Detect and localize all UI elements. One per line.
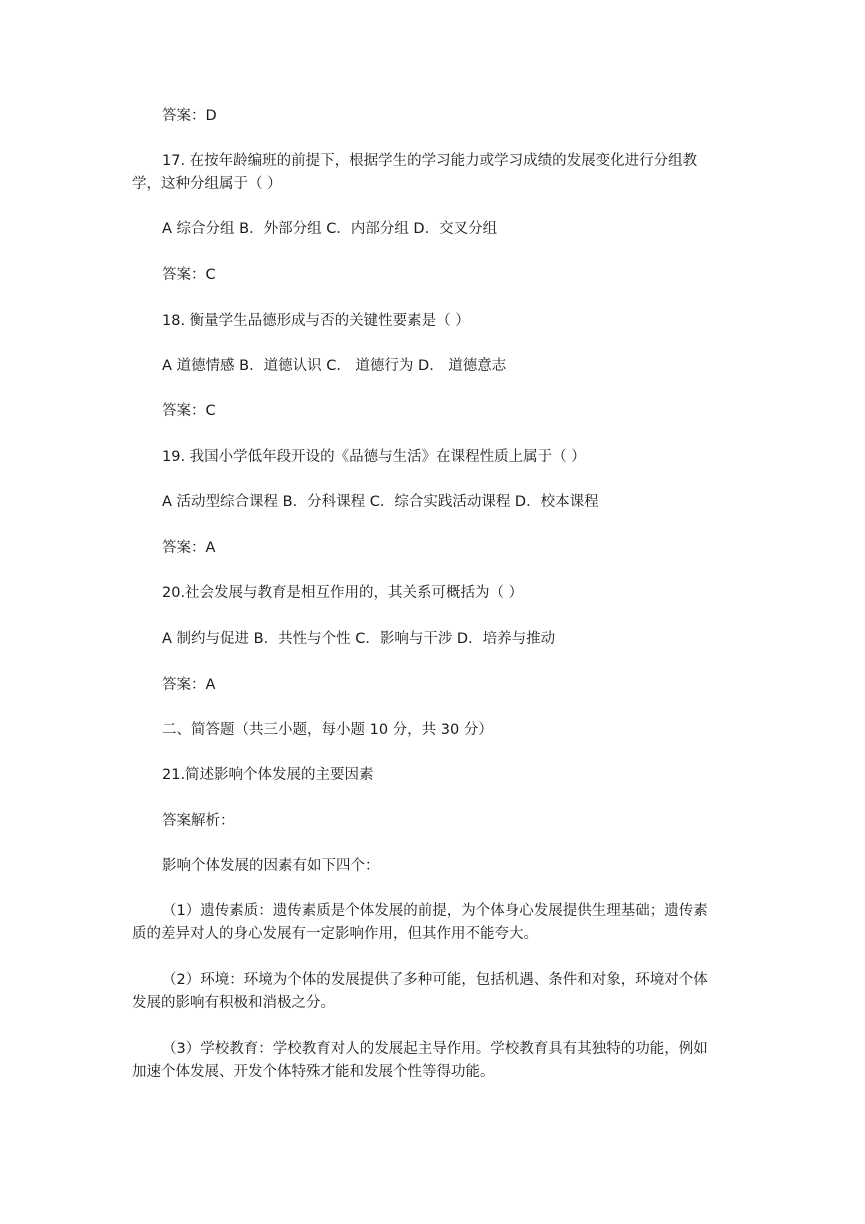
question-21: 21.简述影响个体发展的主要因素 <box>162 767 374 783</box>
answer-19: 答案：A <box>162 540 216 556</box>
question-20-options: A 制约与促进 B．共性与个性 C．影响与干涉 D．培养与推动 <box>162 631 556 647</box>
question-17-options: A 综合分组 B．外部分组 C．内部分组 D．交叉分组 <box>162 221 498 237</box>
question-18-options: A 道德情感 B．道德认识 C． 道德行为 D． 道德意志 <box>162 358 507 374</box>
question-17-line-1: 17. 在按年龄编班的前提下，根据学生的学习能力或学习成绩的发展变化进行分组教 <box>162 153 698 169</box>
question-17 <box>132 150 738 196</box>
answer-analysis-label: 答案解析： <box>162 813 235 829</box>
factor-item <box>132 969 738 1015</box>
factor-item-line-1: （3）学校教育：学校教育对人的发展起主导作用。学校教育具有其独特的功能，例如 <box>162 1041 708 1057</box>
answer-20: 答案：A <box>162 677 216 693</box>
factor-item <box>132 900 738 946</box>
factors-intro: 影响个体发展的因素有如下四个： <box>162 858 380 874</box>
factor-item-line-2: 发展的影响有积极和消极之分。 <box>132 995 335 1011</box>
question-19: 19. 我国小学低年段开设的《品德与生活》在课程性质上属于（ ） <box>162 449 586 465</box>
factor-item-line-1: （1）遗传素质：遗传素质是个体发展的前提，为个体身心发展提供生理基础；遗传素 <box>162 903 708 919</box>
section-2-title: 二、简答题（共三小题，每小题 10 分，共 30 分） <box>162 722 493 738</box>
question-20: 20.社会发展与教育是相互作用的，其关系可概括为（ ） <box>162 585 524 601</box>
factor-item <box>132 1038 738 1084</box>
answer-18: 答案：C <box>162 403 216 419</box>
factor-item-line-2: 加速个体发展、开发个体特殊才能和发展个性等得功能。 <box>132 1064 495 1080</box>
question-18: 18. 衡量学生品德形成与否的关键性要素是（ ） <box>162 313 470 329</box>
factor-item-line-2: 质的差异对人的身心发展有一定影响作用，但其作用不能夸大。 <box>132 926 538 942</box>
question-19-options: A 活动型综合课程 B．分科课程 C．综合实践活动课程 D．校本课程 <box>162 494 599 510</box>
answer-17: 答案：C <box>162 267 216 283</box>
answer-16: 答案：D <box>162 108 217 124</box>
factor-item-line-1: （2）环境：环境为个体的发展提供了多种可能，包括机遇、条件和对象，环境对个体 <box>162 972 708 988</box>
question-17-line-2: 学，这种分组属于（ ） <box>132 176 282 192</box>
